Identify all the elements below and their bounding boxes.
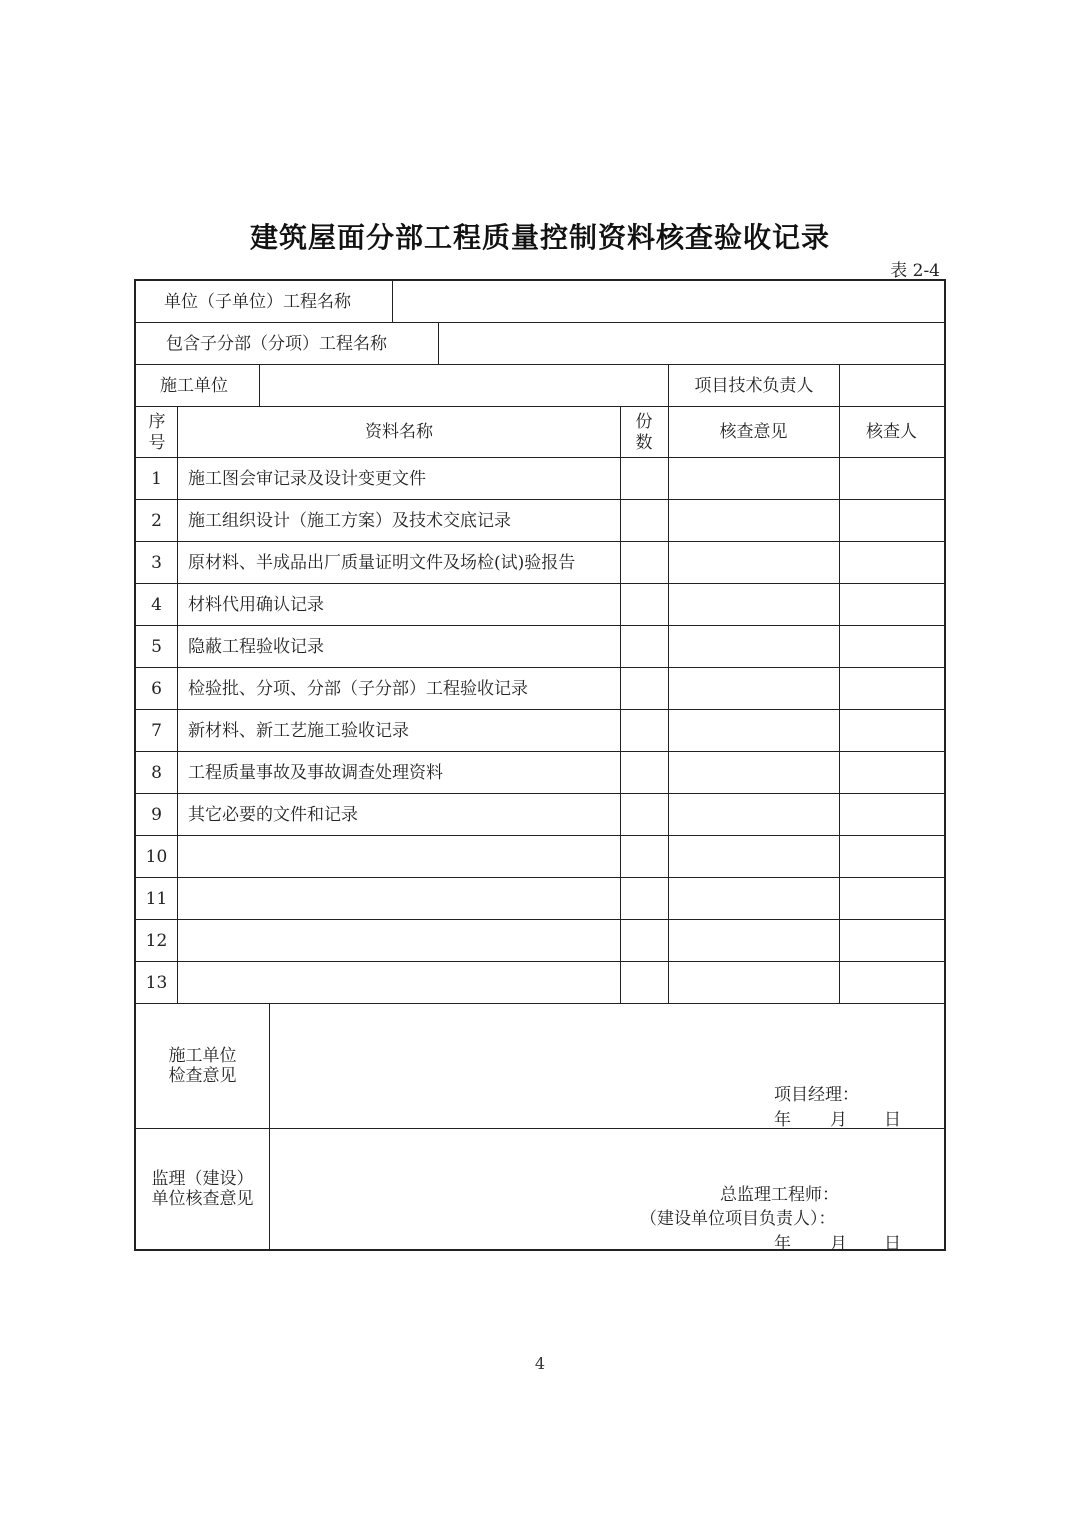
row-seq: 13 xyxy=(145,972,168,993)
construction-check-label-line1: 施工单位 xyxy=(168,1045,237,1066)
row-seq: 10 xyxy=(145,846,168,867)
supervision-date-month: 月 xyxy=(830,1234,847,1254)
row-seq: 11 xyxy=(145,888,168,909)
unit-project-label: 单位（子单位）工程名称 xyxy=(164,291,351,312)
row-inspector[interactable] xyxy=(840,836,944,878)
row-document-name xyxy=(178,878,620,920)
supervision-date-year: 年 xyxy=(774,1234,791,1254)
row-inspector[interactable] xyxy=(840,794,944,836)
row-inspector[interactable] xyxy=(840,458,944,500)
row-opinion[interactable] xyxy=(669,458,839,500)
construction-date-month: 月 xyxy=(830,1110,847,1130)
row-seq: 2 xyxy=(151,510,162,531)
row-seq: 5 xyxy=(151,636,162,657)
row-inspector[interactable] xyxy=(840,500,944,542)
column-header-seq xyxy=(136,407,178,458)
row-copies[interactable] xyxy=(621,794,668,836)
row-document-name: 材料代用确认记录 xyxy=(188,594,324,615)
construction-check-label xyxy=(136,1004,269,1128)
row-document-name: 隐蔽工程验收记录 xyxy=(188,636,324,657)
column-header-name: 资料名称 xyxy=(365,422,433,443)
owner-project-lead-label: （建设单位项目负责人）： xyxy=(640,1209,836,1229)
row-document-name: 施工组织设计（施工方案）及技术交底记录 xyxy=(188,510,511,531)
row-opinion[interactable] xyxy=(669,794,839,836)
row-document-name xyxy=(178,920,620,962)
row-document-name xyxy=(178,836,620,878)
row-copies[interactable] xyxy=(621,500,668,542)
construction-date-year: 年 xyxy=(774,1110,791,1130)
supervision-check-label xyxy=(136,1129,269,1249)
row-seq: 3 xyxy=(151,552,162,573)
row-opinion[interactable] xyxy=(669,878,839,920)
row-copies[interactable] xyxy=(621,626,668,668)
row-inspector[interactable] xyxy=(840,626,944,668)
row-copies[interactable] xyxy=(621,542,668,584)
table-number: 表 2-4 xyxy=(890,261,940,281)
column-header-inspector: 核查人 xyxy=(866,422,917,443)
row-seq: 6 xyxy=(151,678,162,699)
tech-lead-value[interactable] xyxy=(840,365,944,407)
column-header-copies xyxy=(620,407,668,458)
row-document-name: 工程质量事故及事故调查处理资料 xyxy=(188,762,443,783)
row-opinion[interactable] xyxy=(669,836,839,878)
divider xyxy=(177,407,178,1004)
construction-unit-value[interactable] xyxy=(260,365,668,407)
row-copies[interactable] xyxy=(621,668,668,710)
tech-lead-label: 项目技术负责人 xyxy=(694,375,814,396)
row-copies[interactable] xyxy=(621,458,668,500)
row-opinion[interactable] xyxy=(669,920,839,962)
column-header-copies-line2: 数 xyxy=(635,432,653,453)
row-inspector[interactable] xyxy=(840,962,944,1004)
divider xyxy=(839,407,840,1004)
document-title: 建筑屋面分部工程质量控制资料核查验收记录 xyxy=(249,221,830,254)
row-opinion[interactable] xyxy=(669,752,839,794)
row-opinion[interactable] xyxy=(669,500,839,542)
unit-project-value[interactable] xyxy=(393,281,944,323)
row-opinion[interactable] xyxy=(669,668,839,710)
inspection-form xyxy=(134,279,946,1254)
row-opinion[interactable] xyxy=(669,626,839,668)
row-seq: 7 xyxy=(151,720,162,741)
row-inspector[interactable] xyxy=(840,878,944,920)
row-opinion[interactable] xyxy=(669,584,839,626)
row-copies[interactable] xyxy=(621,710,668,752)
row-inspector[interactable] xyxy=(840,668,944,710)
row-opinion[interactable] xyxy=(669,710,839,752)
row-document-name xyxy=(178,962,620,1004)
row-seq: 4 xyxy=(151,594,162,615)
row-inspector[interactable] xyxy=(840,584,944,626)
divider xyxy=(668,407,669,1004)
row-opinion[interactable] xyxy=(669,542,839,584)
sub-division-label: 包含子分部（分项）工程名称 xyxy=(166,333,387,354)
project-manager-label: 项目经理： xyxy=(774,1085,859,1105)
row-copies[interactable] xyxy=(621,584,668,626)
column-header-seq-line2: 号 xyxy=(148,432,166,453)
column-header-opinion: 核查意见 xyxy=(719,422,788,443)
row-copies[interactable] xyxy=(621,836,668,878)
row-inspector[interactable] xyxy=(840,542,944,584)
supervision-check-label-line1: 监理（建设） xyxy=(151,1168,254,1189)
row-seq: 9 xyxy=(151,804,162,825)
row-inspector[interactable] xyxy=(840,710,944,752)
row-document-name: 检验批、分项、分部（子分部）工程验收记录 xyxy=(188,678,528,699)
row-copies[interactable] xyxy=(621,878,668,920)
supervision-check-label-line2: 单位核查意见 xyxy=(151,1189,254,1209)
page-number: 4 xyxy=(534,1354,546,1373)
row-opinion[interactable] xyxy=(669,962,839,1004)
construction-check-label-line2: 检查意见 xyxy=(168,1066,237,1086)
row-copies[interactable] xyxy=(621,752,668,794)
row-inspector[interactable] xyxy=(840,920,944,962)
sub-division-value[interactable] xyxy=(439,323,944,365)
supervision-date-day: 日 xyxy=(884,1234,901,1254)
divider xyxy=(620,407,621,1004)
construction-date-day: 日 xyxy=(884,1110,901,1130)
row-document-name: 原材料、半成品出厂质量证明文件及场检(试)验报告 xyxy=(188,552,576,573)
row-seq: 8 xyxy=(151,762,162,783)
row-document-name: 新材料、新工艺施工验收记录 xyxy=(188,720,409,741)
row-copies[interactable] xyxy=(621,920,668,962)
row-document-name: 其它必要的文件和记录 xyxy=(188,804,358,825)
column-header-seq-line1: 序 xyxy=(148,412,166,433)
chief-supervisor-label: 总监理工程师： xyxy=(720,1185,839,1205)
row-document-name: 施工图会审记录及设计变更文件 xyxy=(188,468,426,489)
row-copies[interactable] xyxy=(621,962,668,1004)
row-inspector[interactable] xyxy=(840,752,944,794)
construction-unit-label: 施工单位 xyxy=(160,375,228,396)
row-seq: 12 xyxy=(145,930,168,951)
row-seq: 1 xyxy=(151,468,162,489)
column-header-copies-line1: 份 xyxy=(635,412,653,433)
